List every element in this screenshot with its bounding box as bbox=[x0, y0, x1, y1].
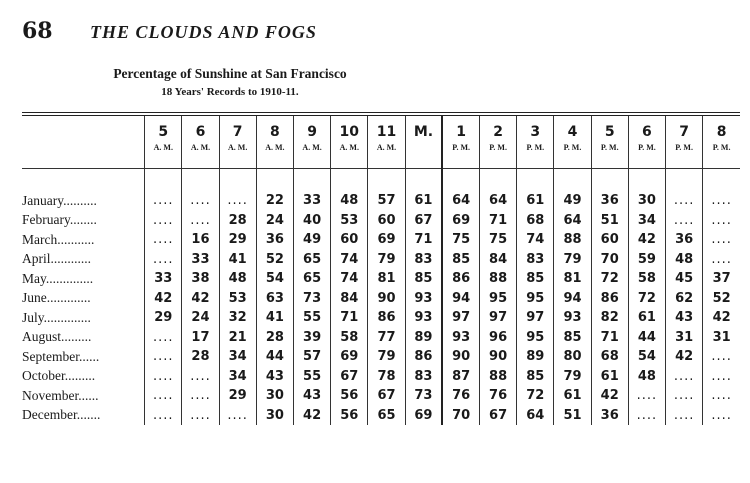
hour-label: 1 bbox=[456, 124, 467, 140]
table-row bbox=[22, 406, 740, 426]
dot-leader: .......... bbox=[63, 192, 97, 208]
month-name: May bbox=[22, 270, 46, 286]
period-label: P. M. bbox=[526, 143, 545, 152]
table-cell: 45 bbox=[666, 269, 703, 289]
table-cell: 69 bbox=[368, 230, 405, 250]
table-cell: 90 bbox=[368, 289, 405, 309]
table-cell: 42 bbox=[182, 289, 219, 309]
table-cell: 81 bbox=[368, 269, 405, 289]
period-label: A. M. bbox=[339, 143, 359, 152]
table-row bbox=[22, 250, 740, 270]
table-cell: 49 bbox=[293, 230, 330, 250]
table-row bbox=[22, 230, 740, 250]
table-cell: 49 bbox=[554, 191, 591, 211]
table-cell: 42 bbox=[628, 230, 665, 250]
dot-leader: ............ bbox=[50, 251, 91, 267]
table-cell: 74 bbox=[331, 250, 368, 270]
table-cell: 79 bbox=[368, 250, 405, 270]
table-cell: 86 bbox=[368, 308, 405, 328]
hour-label: 8 bbox=[716, 124, 727, 140]
dot-leader: ........ bbox=[69, 212, 97, 228]
table-cell: 81 bbox=[554, 269, 591, 289]
dot-leader: .............. bbox=[45, 270, 94, 286]
table-cell: 48 bbox=[666, 250, 703, 270]
table-cell: .... bbox=[182, 406, 219, 426]
table-cell: 93 bbox=[405, 308, 442, 328]
table-cell: 73 bbox=[293, 289, 330, 309]
table-cell: .... bbox=[666, 191, 703, 211]
hour-label: 3 bbox=[530, 124, 541, 140]
table-cell: 58 bbox=[628, 269, 665, 289]
table-cell: 70 bbox=[442, 406, 479, 426]
table-cell: 68 bbox=[591, 347, 628, 367]
period-label: P. M. bbox=[452, 143, 470, 152]
table-cell: 85 bbox=[517, 269, 554, 289]
table-cell: 44 bbox=[628, 328, 665, 348]
table-cell: 84 bbox=[480, 250, 517, 270]
month-name: February bbox=[22, 212, 70, 228]
period-label: A. M. bbox=[302, 143, 322, 152]
table-cell: 53 bbox=[331, 211, 368, 231]
table-cell: 38 bbox=[182, 269, 219, 289]
table-cell: .... bbox=[145, 191, 182, 211]
table-cell: 39 bbox=[293, 328, 330, 348]
month-name: December bbox=[22, 407, 77, 423]
table-cell: .... bbox=[703, 386, 740, 406]
period-label: P. M. bbox=[489, 143, 507, 152]
header-row bbox=[22, 116, 740, 169]
hour-label: 7 bbox=[679, 124, 689, 140]
table-cell: 85 bbox=[405, 269, 442, 289]
table-cell: 42 bbox=[591, 386, 628, 406]
table-cell: 48 bbox=[628, 367, 665, 387]
hour-header bbox=[368, 116, 405, 169]
table-cell: 30 bbox=[256, 386, 293, 406]
table-cell: 71 bbox=[405, 230, 442, 250]
table-cell: .... bbox=[666, 211, 703, 231]
table-cell: 75 bbox=[480, 230, 517, 250]
hour-header bbox=[517, 116, 554, 169]
table-cell: 55 bbox=[293, 367, 330, 387]
table-cell: 79 bbox=[554, 367, 591, 387]
hour-header bbox=[442, 116, 479, 169]
hour-header bbox=[331, 116, 368, 169]
month-label bbox=[22, 386, 145, 406]
table-cell: 57 bbox=[293, 347, 330, 367]
hour-label: 10 bbox=[339, 124, 360, 140]
table-cell: 71 bbox=[331, 308, 368, 328]
table-cell: 86 bbox=[591, 289, 628, 309]
table-cell: 69 bbox=[331, 347, 368, 367]
table-cell: .... bbox=[703, 230, 740, 250]
month-label bbox=[22, 269, 145, 289]
month-name: September bbox=[22, 348, 79, 364]
table-cell: 28 bbox=[219, 211, 256, 231]
corner-cell bbox=[22, 116, 145, 169]
table-cell: 80 bbox=[554, 347, 591, 367]
table-cell: 57 bbox=[368, 191, 405, 211]
table-cell: 65 bbox=[368, 406, 405, 426]
hour-label: 6 bbox=[642, 124, 652, 140]
month-name: October bbox=[22, 368, 65, 384]
table-cell: 94 bbox=[442, 289, 479, 309]
table-cell: .... bbox=[666, 386, 703, 406]
table-cell: 67 bbox=[331, 367, 368, 387]
table-cell: 37 bbox=[703, 269, 740, 289]
month-label bbox=[22, 347, 145, 367]
table-cell: 42 bbox=[145, 289, 182, 309]
hour-header bbox=[666, 116, 703, 169]
table-cell: 56 bbox=[331, 406, 368, 426]
table-cell: 60 bbox=[368, 211, 405, 231]
month-name: July bbox=[22, 309, 44, 325]
month-label bbox=[22, 289, 145, 309]
hour-label: 9 bbox=[307, 124, 317, 140]
table-cell: 36 bbox=[256, 230, 293, 250]
table-cell: 58 bbox=[331, 328, 368, 348]
table-cell: .... bbox=[703, 211, 740, 231]
table-cell: 31 bbox=[666, 328, 703, 348]
table-cell: 54 bbox=[628, 347, 665, 367]
table-cell: 86 bbox=[405, 347, 442, 367]
table-cell: 96 bbox=[480, 328, 517, 348]
table-cell: .... bbox=[145, 347, 182, 367]
table-cell: 61 bbox=[554, 386, 591, 406]
hour-label: M. bbox=[413, 124, 434, 140]
table-cell: 29 bbox=[219, 230, 256, 250]
table-cell: 77 bbox=[368, 328, 405, 348]
page-number: 68 bbox=[22, 18, 53, 44]
table-cell: .... bbox=[219, 191, 256, 211]
table-cell: 74 bbox=[331, 269, 368, 289]
table-row bbox=[22, 386, 740, 406]
table-cell: 43 bbox=[666, 308, 703, 328]
hour-header bbox=[293, 116, 330, 169]
table-cell: 17 bbox=[182, 328, 219, 348]
table-cell: 78 bbox=[368, 367, 405, 387]
dot-leader: ......... bbox=[64, 368, 96, 384]
table-cell: 89 bbox=[517, 347, 554, 367]
table-cell: 64 bbox=[554, 211, 591, 231]
month-label bbox=[22, 406, 145, 426]
table-cell: 33 bbox=[293, 191, 330, 211]
table-cell: 30 bbox=[256, 406, 293, 426]
table-cell: 34 bbox=[628, 211, 665, 231]
table-cell: 94 bbox=[554, 289, 591, 309]
table-cell: 85 bbox=[554, 328, 591, 348]
table-cell: 67 bbox=[480, 406, 517, 426]
table-cell: 64 bbox=[517, 406, 554, 426]
table-cell: 42 bbox=[703, 308, 740, 328]
month-name: August bbox=[22, 329, 62, 345]
hour-label: 5 bbox=[158, 124, 169, 140]
table-cell: 83 bbox=[405, 250, 442, 270]
table-cell: .... bbox=[182, 386, 219, 406]
month-label bbox=[22, 191, 145, 211]
table-cell: 60 bbox=[591, 230, 628, 250]
table-cell: 34 bbox=[219, 367, 256, 387]
table-cell: 65 bbox=[293, 269, 330, 289]
table-cell: 61 bbox=[628, 308, 665, 328]
table-cell: 31 bbox=[703, 328, 740, 348]
table-cell: 93 bbox=[442, 328, 479, 348]
table-cell: 90 bbox=[442, 347, 479, 367]
table-cell: 60 bbox=[331, 230, 368, 250]
table-cell: 41 bbox=[256, 308, 293, 328]
table-cell: 93 bbox=[405, 289, 442, 309]
table-cell: 21 bbox=[219, 328, 256, 348]
table-row bbox=[22, 367, 740, 387]
month-name: January bbox=[22, 192, 64, 208]
hour-label: 6 bbox=[195, 124, 206, 140]
month-label bbox=[22, 211, 145, 231]
table-cell: 74 bbox=[517, 230, 554, 250]
period-label: A. M. bbox=[265, 143, 285, 152]
dot-leader: ....... bbox=[76, 407, 101, 423]
table-cell: 36 bbox=[591, 191, 628, 211]
hour-label: 5 bbox=[604, 124, 615, 140]
table-cell: 52 bbox=[256, 250, 293, 270]
hour-label: 8 bbox=[270, 124, 280, 140]
table-cell: 83 bbox=[405, 367, 442, 387]
table-cell: 51 bbox=[554, 406, 591, 426]
table-cell: 72 bbox=[591, 269, 628, 289]
month-name: November bbox=[22, 387, 79, 403]
table-cell: .... bbox=[145, 406, 182, 426]
period-label: A. M. bbox=[153, 143, 173, 152]
period-label: P. M. bbox=[675, 143, 693, 152]
period-label: A. M. bbox=[228, 143, 248, 152]
table-cell: 71 bbox=[480, 211, 517, 231]
table-cell: .... bbox=[703, 250, 740, 270]
table-cell: .... bbox=[628, 406, 665, 426]
hour-header bbox=[591, 116, 628, 169]
table-cell: 79 bbox=[368, 347, 405, 367]
period-label: P. M. bbox=[712, 143, 731, 152]
table-cell: 88 bbox=[480, 269, 517, 289]
table-cell: 79 bbox=[554, 250, 591, 270]
table-cell: 90 bbox=[480, 347, 517, 367]
hour-header bbox=[703, 116, 740, 169]
table-cell: 28 bbox=[182, 347, 219, 367]
table-cell: 43 bbox=[256, 367, 293, 387]
running-title: THE CLOUDS AND FOGS bbox=[90, 22, 317, 42]
table-cell: .... bbox=[182, 367, 219, 387]
table-cell: 51 bbox=[591, 211, 628, 231]
table-cell: 16 bbox=[182, 230, 219, 250]
table-cell: 52 bbox=[703, 289, 740, 309]
hour-label: 11 bbox=[376, 124, 397, 140]
table-cell: 54 bbox=[256, 269, 293, 289]
table-cell: 95 bbox=[480, 289, 517, 309]
month-label bbox=[22, 367, 145, 387]
table-row bbox=[22, 211, 740, 231]
hour-header bbox=[145, 116, 182, 169]
table-cell: 22 bbox=[256, 191, 293, 211]
table-cell: 95 bbox=[517, 289, 554, 309]
table-cell: 76 bbox=[480, 386, 517, 406]
table-cell: 42 bbox=[293, 406, 330, 426]
table-cell: 61 bbox=[591, 367, 628, 387]
table-cell: 89 bbox=[405, 328, 442, 348]
table-cell: .... bbox=[703, 406, 740, 426]
month-label bbox=[22, 308, 145, 328]
table-cell: 75 bbox=[442, 230, 479, 250]
table-cell: 61 bbox=[405, 191, 442, 211]
month-label bbox=[22, 328, 145, 348]
table-cell: 29 bbox=[145, 308, 182, 328]
dot-leader: ........... bbox=[57, 231, 95, 247]
table-cell: .... bbox=[666, 367, 703, 387]
month-name: March bbox=[22, 231, 58, 247]
table-cell: 85 bbox=[517, 367, 554, 387]
month-name: June bbox=[22, 290, 47, 306]
table-cell: 33 bbox=[145, 269, 182, 289]
table-cell: 56 bbox=[331, 386, 368, 406]
period-label: P. M. bbox=[600, 143, 619, 152]
table-cell: 88 bbox=[554, 230, 591, 250]
table-cell: 42 bbox=[666, 347, 703, 367]
table-cell: 86 bbox=[442, 269, 479, 289]
sunshine-table bbox=[22, 112, 740, 425]
table-cell: .... bbox=[703, 367, 740, 387]
table-cell: 97 bbox=[480, 308, 517, 328]
table-cell: 70 bbox=[591, 250, 628, 270]
table-subtitle: 18 Years' Records to 1910-11. bbox=[161, 86, 299, 98]
table-cell: 93 bbox=[554, 308, 591, 328]
dot-leader: ............. bbox=[46, 290, 91, 306]
table-cell: 71 bbox=[591, 328, 628, 348]
hour-header bbox=[256, 116, 293, 169]
table-cell: 34 bbox=[219, 347, 256, 367]
month-label bbox=[22, 230, 145, 250]
table-cell: .... bbox=[182, 191, 219, 211]
dot-leader: ...... bbox=[78, 387, 99, 403]
month-name: April bbox=[22, 251, 51, 267]
table-cell: 36 bbox=[591, 406, 628, 426]
table-cell: 41 bbox=[219, 250, 256, 270]
table-cell: 84 bbox=[331, 289, 368, 309]
table-cell: .... bbox=[666, 406, 703, 426]
table-title: Percentage of Sunshine at San Francisco bbox=[113, 66, 347, 81]
hour-label: 7 bbox=[232, 124, 243, 140]
table-row bbox=[22, 269, 740, 289]
table-cell: 65 bbox=[293, 250, 330, 270]
hour-label: 4 bbox=[567, 124, 578, 140]
table-cell: 88 bbox=[480, 367, 517, 387]
table-row bbox=[22, 289, 740, 309]
table-cell: 97 bbox=[442, 308, 479, 328]
table-cell: 24 bbox=[182, 308, 219, 328]
table-row bbox=[22, 347, 740, 367]
period-label: A. M. bbox=[190, 143, 211, 152]
dot-leader: ......... bbox=[61, 329, 92, 345]
table-cell: .... bbox=[145, 328, 182, 348]
table-cell: 95 bbox=[517, 328, 554, 348]
table-cell: 83 bbox=[517, 250, 554, 270]
table-row bbox=[22, 191, 740, 211]
table-cell: 87 bbox=[442, 367, 479, 387]
table-row bbox=[22, 328, 740, 348]
table-cell: 43 bbox=[293, 386, 330, 406]
period-label: P. M. bbox=[563, 143, 582, 152]
table-cell: 67 bbox=[368, 386, 405, 406]
table-cell: 48 bbox=[331, 191, 368, 211]
table-cell: .... bbox=[145, 386, 182, 406]
table-cell: 64 bbox=[442, 191, 479, 211]
table-cell: 30 bbox=[628, 191, 665, 211]
hour-header bbox=[219, 116, 256, 169]
table-cell: 28 bbox=[256, 328, 293, 348]
table-cell: 69 bbox=[442, 211, 479, 231]
table-cell: 72 bbox=[628, 289, 665, 309]
table-cell: 68 bbox=[517, 211, 554, 231]
table-cell: 67 bbox=[405, 211, 442, 231]
period-label: A. M. bbox=[376, 143, 397, 152]
table-cell: 97 bbox=[517, 308, 554, 328]
table-cell: 32 bbox=[219, 308, 256, 328]
table-cell: 61 bbox=[517, 191, 554, 211]
table-cell: 33 bbox=[182, 250, 219, 270]
table-cell: 73 bbox=[405, 386, 442, 406]
table-cell: 29 bbox=[219, 386, 256, 406]
table-cell: 55 bbox=[293, 308, 330, 328]
table-cell: 64 bbox=[480, 191, 517, 211]
hour-header bbox=[628, 116, 665, 169]
table-cell: .... bbox=[145, 211, 182, 231]
table-cell: .... bbox=[145, 367, 182, 387]
period-label: P. M. bbox=[638, 143, 656, 152]
table-cell: .... bbox=[628, 386, 665, 406]
hour-label: 2 bbox=[493, 124, 503, 140]
table-cell: 85 bbox=[442, 250, 479, 270]
table-cell: 76 bbox=[442, 386, 479, 406]
dot-leader: .............. bbox=[43, 309, 91, 325]
table-cell: 44 bbox=[256, 347, 293, 367]
table-cell: 24 bbox=[256, 211, 293, 231]
table-cell: .... bbox=[703, 191, 740, 211]
table-cell: 82 bbox=[591, 308, 628, 328]
hour-header bbox=[182, 116, 219, 169]
hour-header bbox=[480, 116, 517, 169]
table-cell: .... bbox=[703, 347, 740, 367]
table-cell: 59 bbox=[628, 250, 665, 270]
hour-header bbox=[405, 116, 442, 169]
table-cell: 63 bbox=[256, 289, 293, 309]
dot-leader: ...... bbox=[79, 348, 100, 364]
table-cell: 72 bbox=[517, 386, 554, 406]
table-cell: .... bbox=[145, 230, 182, 250]
table-cell: 40 bbox=[293, 211, 330, 231]
table-cell: 69 bbox=[405, 406, 442, 426]
month-label bbox=[22, 250, 145, 270]
table-cell: 62 bbox=[666, 289, 703, 309]
table-cell: .... bbox=[219, 406, 256, 426]
table-cell: .... bbox=[182, 211, 219, 231]
table-cell: 48 bbox=[219, 269, 256, 289]
table-cell: 36 bbox=[666, 230, 703, 250]
table-cell: .... bbox=[145, 250, 182, 270]
table-row bbox=[22, 308, 740, 328]
table-cell: 53 bbox=[219, 289, 256, 309]
hour-header bbox=[554, 116, 591, 169]
